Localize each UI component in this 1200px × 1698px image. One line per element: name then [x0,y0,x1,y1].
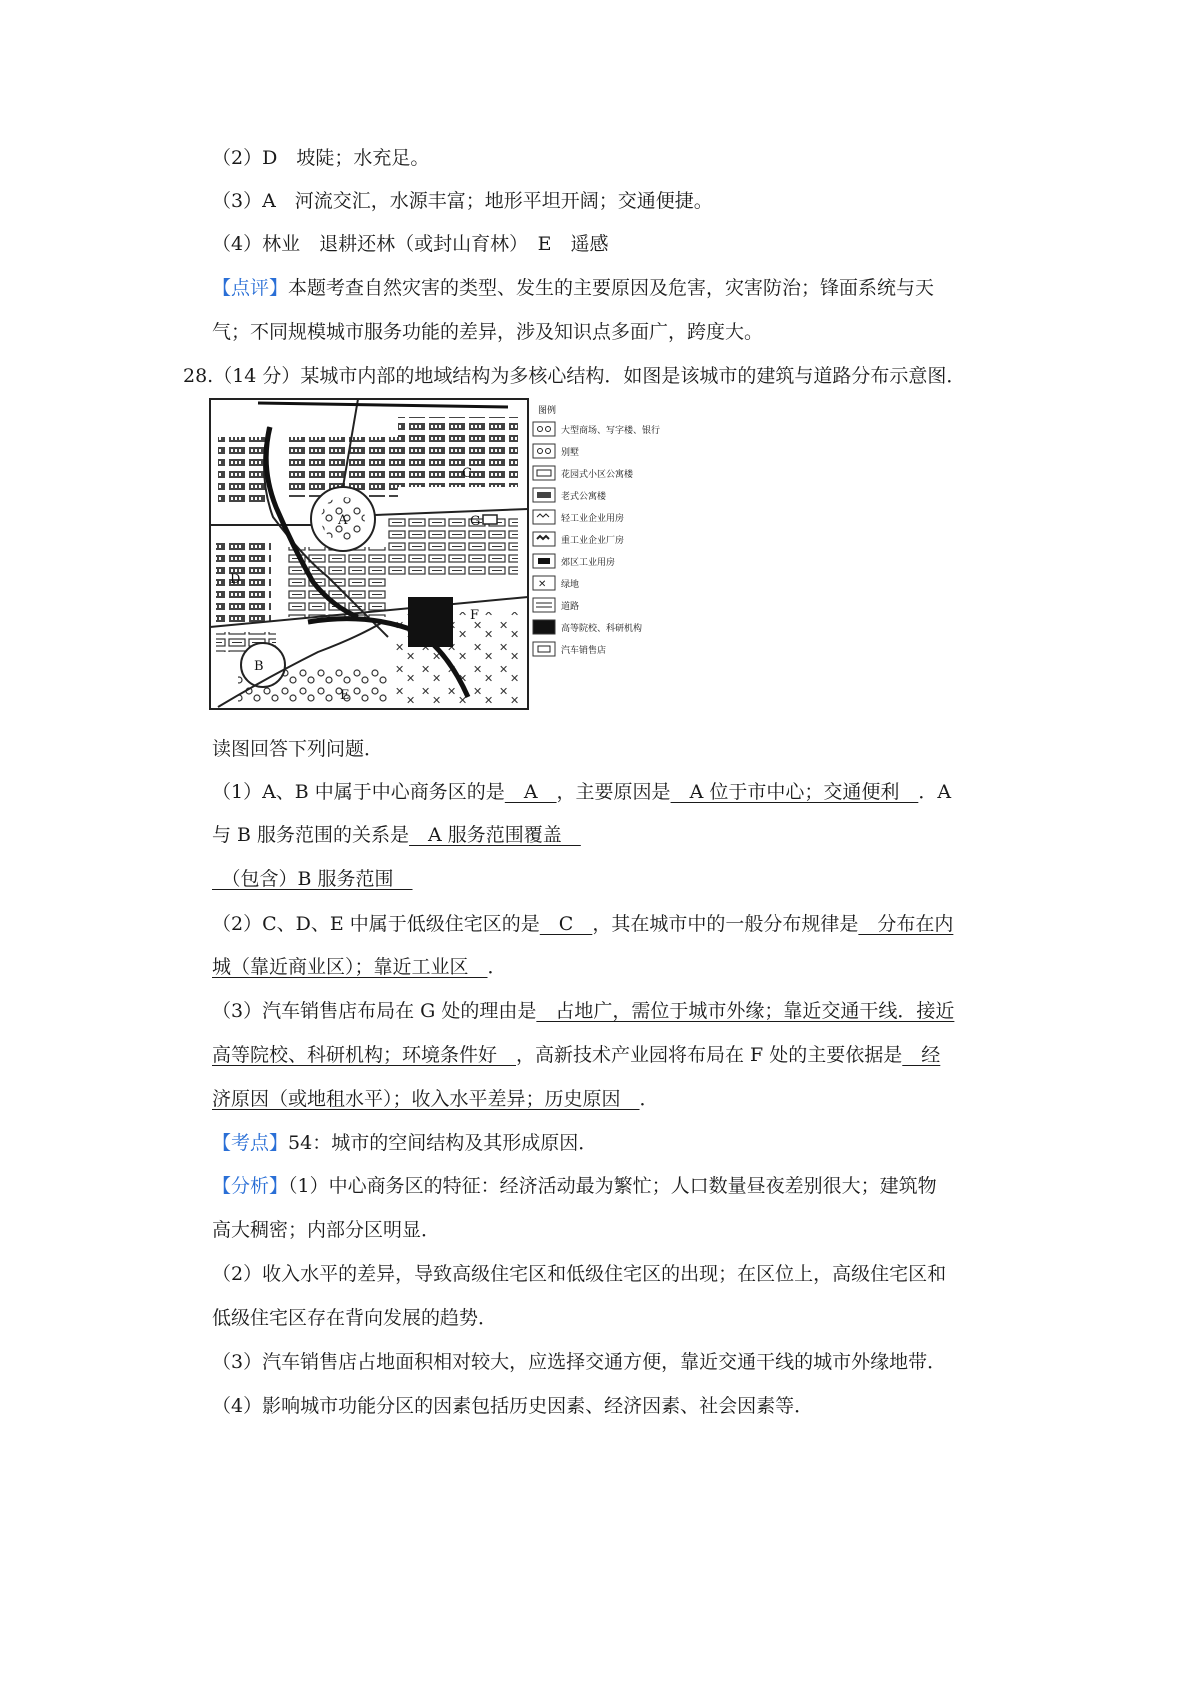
sub1-answer-4: （包含）B 服务范围 [212,868,413,890]
sub2-line-1 [212,911,953,937]
answer-2: （2）D 坡陡；水充足。 [212,147,430,169]
question-text: （14 分）某城市内部的地域结构为多核心结构．如图是该城市的建筑与道路分布示意图． [213,365,966,387]
old-apartment-area-w [216,542,271,622]
legend-item-light-industry: 轻工业企业用房 [561,514,625,524]
sub3-line-1 [212,998,954,1024]
sub3-line-2 [212,1042,940,1068]
legend-item-greenland: 绿地 [561,580,580,590]
university-block [408,597,453,647]
sub1-answer-2: A 位于市中心；交通便利 [670,781,919,803]
sub3-text-1: （3）汽车销售店布局在 G 处的理由是 [212,1000,537,1022]
sub3-answer-4: 济原因（或地租水平）；收入水平差异；历史原因 [212,1088,640,1110]
sub3-text-3: ． [639,1088,659,1110]
question-28-stem [183,363,965,389]
analysis-line-2: 高大稠密；内部分区明显． [212,1219,441,1241]
answer-3: （3）A 河流交汇，水源丰富；地形平坦开阔；交通便捷。 [212,190,713,212]
legend-item-road: 道路 [561,602,580,612]
legend-item-suburban-industry: 郊区工业用房 [561,558,616,568]
map-letter-b: B [254,659,264,674]
sub3-text-2: ，高新技术产业园将布局在 F 处的主要依据是 [516,1044,903,1066]
legend-item-heavy-industry: 重工业企业厂房 [561,536,625,546]
sub1-line-3 [212,866,413,892]
old-apartment-area-nw [218,437,268,507]
sub1-line-2 [212,822,581,848]
sub1-answer-1: A [504,781,557,803]
garden-apartment-area-e [388,517,518,577]
sub3-answer-1: 占地广，需位于城市外缘；靠近交通干线．接近 [536,1000,955,1022]
map-letter-d: D [230,572,241,587]
map-letter-a: A [338,513,348,528]
legend-title: 图例 [538,406,557,416]
legend-item-villa: 别墅 [561,448,580,458]
sub2-text-1: （2）C、D、E 中属于低级住宅区的是 [212,913,540,935]
legend-item-university: 高等院校、科研机构 [561,624,643,634]
svg-text:✕: ✕ [538,579,547,590]
sub1-text-1: （1）A、B 中属于中心商务区的是 [212,781,505,803]
sub2-answer-1: C [539,913,593,935]
legend [533,422,660,656]
legend-item-old-apartment: 老式公寓楼 [561,492,607,502]
legend-item-car-dealer: 汽车销售店 [561,646,607,656]
comment-line-2: 气；不同规模城市服务功能的差异，涉及知识点多面广，跨度大。 [212,321,764,343]
sub1-answer-3: A 服务范围覆盖 [409,824,581,846]
map-letter-e: E [340,688,350,703]
sub1-text-2: ，主要原因是 [556,781,671,803]
comment-text-1: 本题考查自然灾害的类型、发生的主要原因及危害，灾害防治；锋面系统与天 [288,277,935,299]
analysis-line-6: （4）影响城市功能分区的因素包括历史因素、经济因素、社会因素等． [212,1395,814,1417]
answer-4: （4）林业 退耕还林（或封山育林） E 遥感 [212,233,609,255]
map-letter-c: C [462,466,472,481]
legend-item-garden: 花园式小区公寓楼 [561,470,634,480]
analysis-tag: 【分析】 [212,1175,289,1197]
sub1-line-1 [212,779,951,805]
map-letter-f: F [470,608,480,623]
sub1-text-4: 与 B 服务范围的关系是 [212,824,410,846]
question-number: 28. [183,365,214,387]
analysis-line-5: （3）汽车销售店占地面积相对较大，应选择交通方便，靠近交通干线的城市外缘地带． [212,1351,947,1373]
sub3-answer-2: 高等院校、科研机构；环境条件好 [212,1044,517,1066]
analysis-line-4: 低级住宅区存在背向发展的趋势． [212,1307,498,1329]
city-map-figure [208,397,728,717]
sub2-text-3: ． [487,956,507,978]
car-dealer-g [483,515,497,524]
sub3-answer-3: 经 [902,1044,941,1066]
sub1-text-3: ．A [918,781,952,803]
analysis-line-3: （2）收入水平的差异，导致高级住宅区和低级住宅区的出现；在区位上，高级住宅区和 [212,1263,947,1285]
sub2-answer-3: 城（靠近商业区）；靠近工业区 [212,956,488,978]
read-instruction: 读图回答下列问题． [212,738,384,760]
comment-line-1 [212,275,934,301]
old-apartment-area-ne [398,417,518,487]
sub2-text-2: ，其在城市中的一般分布规律是 [592,913,859,935]
analysis-line-1 [212,1173,937,1199]
sub2-answer-2: 分布在内 [858,913,954,935]
kaodian-tag: 【考点】 [212,1132,289,1154]
kaodian-text: 54：城市的空间结构及其形成原因． [288,1132,598,1154]
analysis-text-1: （1）中心商务区的特征：经济活动最为繁忙；人口数量昼夜差别很大；建筑物 [288,1175,937,1197]
sub2-line-2 [212,954,507,980]
map-letter-g: G [470,514,481,529]
comment-tag: 【点评】 [212,277,289,299]
legend-item-commercial: 大型商场、写字楼、银行 [561,426,661,436]
sub3-line-3 [212,1086,659,1112]
kaodian-line [212,1130,597,1156]
